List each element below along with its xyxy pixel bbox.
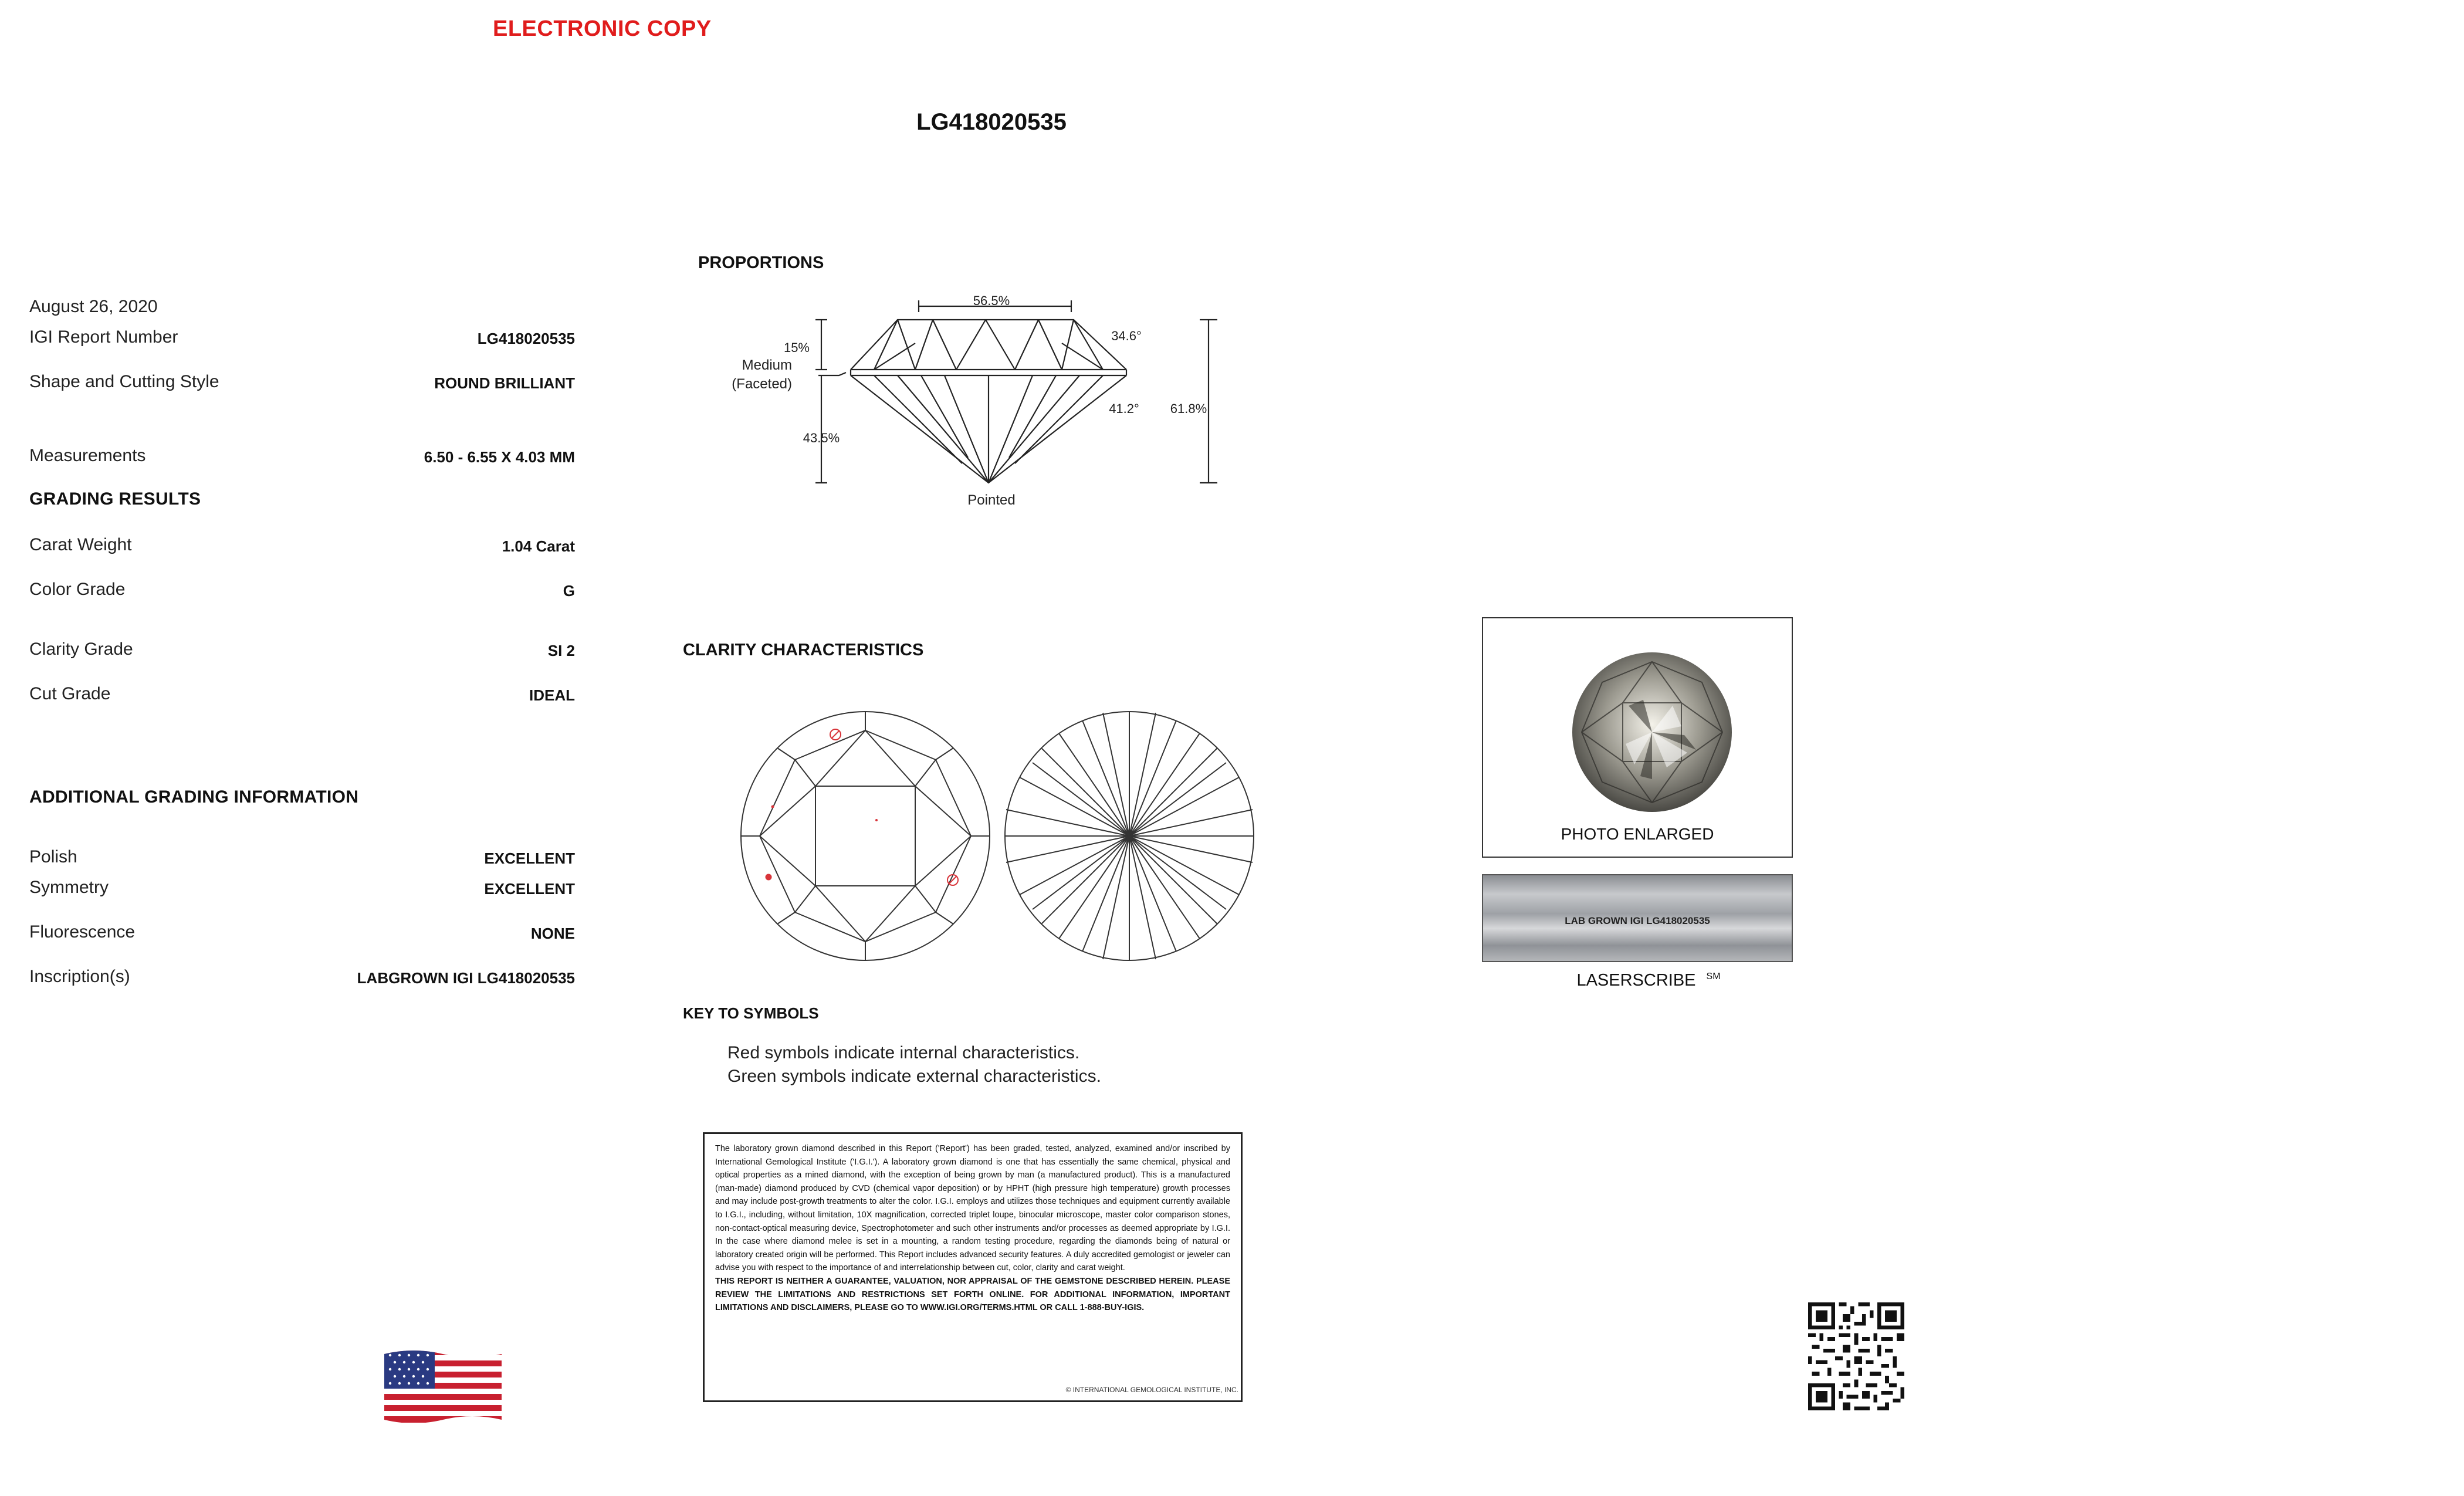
clarity-value: SI 2 <box>547 642 575 659</box>
clarity-plot-diagram <box>739 704 1267 974</box>
electronic-copy-label: ELECTRONIC COPY <box>493 16 712 41</box>
crown-height: 15% <box>783 340 810 355</box>
laserscribe-label: LASERSCRIBE <box>1576 971 1696 990</box>
girdle-note: (Faceted) <box>732 376 792 392</box>
fluorescence-label: Fluorescence <box>29 922 136 942</box>
pavilion-angle: 41.2° <box>1109 401 1139 416</box>
pavilion-view <box>1005 712 1254 960</box>
laserscribe-caption <box>1561 971 1737 990</box>
additional-info-heading: ADDITIONAL GRADING INFORMATION <box>29 787 359 807</box>
polish-row <box>29 847 575 871</box>
color-value: G <box>563 582 575 600</box>
report-number-label: IGI Report Number <box>29 327 178 347</box>
laser-inscription-text: LAB GROWN IGI LG418020535 <box>1565 915 1710 926</box>
carat-label: Carat Weight <box>29 535 132 554</box>
measurements-row <box>29 446 575 469</box>
symmetry-row <box>29 878 575 901</box>
report-number-row <box>29 327 575 351</box>
polish-value: EXCELLENT <box>484 849 575 867</box>
cut-value: IDEAL <box>529 686 575 704</box>
measurements-label: Measurements <box>29 446 146 465</box>
report-date: August 26, 2020 <box>29 297 158 316</box>
disclaimer-body: The laboratory grown diamond described in this Report ('Report') has been graded, tested, analyzed, examined and/or inscribed by International Gemological Institute ('I.G.I.'). A laboratory grown diamond is one that has essentially the same chemical, physical and optical properties as a mined diamond, with the exception of being grown by man (a manufactured product). This is a manufactured (man-made) diamond produced by CVD (chemical vapor deposition) or by HPHT (high pressure high temperature) growth processes and may include post-growth treatments to alter the color. I.G.I. employs and utilizes those techniques and equipment currently available to I.G.I., including, without limitation, 10X magnification, corrected triplet loupe, binocular microscope, master color comparison stones, non-contact-optical measuring device, Spectrophotometer and such other instruments and/or processes as deemed appropriate by I.G.I. In the case where diamond melee is set in a mounting, a random testing procedure, regarding the diamonds being of natural or laboratory created origin will be performed. This Report includes advanced security features. A duly accredited gemologist or jeweler can advise you with respect to the importance of and interrelationship between cut, color, clarity and carat weight. <box>715 1144 1230 1273</box>
clarity-label: Clarity Grade <box>29 639 133 659</box>
polish-label: Polish <box>29 847 77 867</box>
carat-row <box>29 535 575 559</box>
service-mark: SM <box>1706 972 1721 982</box>
shape-row <box>29 372 575 395</box>
cut-row <box>29 684 575 708</box>
inscription-row <box>29 967 575 990</box>
inscription-label: Inscription(s) <box>29 967 130 986</box>
color-row <box>29 580 575 603</box>
key-red-text: Red symbols indicate internal characteristics. <box>727 1043 1080 1062</box>
measurements-value: 6.50 - 6.55 X 4.03 MM <box>424 448 575 466</box>
copyright-text: © INTERNATIONAL GEMOLOGICAL INSTITUTE, INC. <box>1065 1386 1238 1395</box>
report-number-heading: LG418020535 <box>916 109 1067 135</box>
grading-results-heading: GRADING RESULTS <box>29 489 201 509</box>
shape-label: Shape and Cutting Style <box>29 372 219 391</box>
crown-view <box>741 712 990 960</box>
crown-angle: 34.6° <box>1111 329 1142 343</box>
pavilion-depth: 43.5% <box>803 431 840 445</box>
total-depth: 61.8% <box>1170 401 1207 416</box>
proportions-heading: PROPORTIONS <box>698 253 824 272</box>
key-green-text: Green symbols indicate external characteristics. <box>727 1067 1101 1086</box>
symmetry-label: Symmetry <box>29 878 109 897</box>
key-to-symbols-heading: KEY TO SYMBOLS <box>683 1004 819 1022</box>
shape-value: ROUND BRILLIANT <box>434 374 575 392</box>
photo-enlarged-caption: PHOTO ENLARGED <box>1561 825 1714 843</box>
culet-label: Pointed <box>967 492 1016 508</box>
fluorescence-row <box>29 922 575 946</box>
color-label: Color Grade <box>29 580 126 599</box>
proportions-diagram <box>722 287 1250 522</box>
inscription-value: LABGROWN IGI LG418020535 <box>357 969 575 987</box>
girdle-label: Medium <box>742 357 792 373</box>
diamond-photo <box>1570 650 1734 814</box>
cut-label: Cut Grade <box>29 684 111 703</box>
qr-code-icon[interactable] <box>1808 1302 1904 1410</box>
carat-value: 1.04 Carat <box>502 537 575 555</box>
disclaimer-notice: THIS REPORT IS NEITHER A GUARANTEE, VALUATION, NOR APPRAISAL OF THE GEMSTONE DESCRIBED HEREIN. PLEASE REVIEW THE LIMITATIONS AND RESTRICTIONS SET FORTH ONLINE. FOR ADDITIONAL INFORMATION, IMPORTANT LIMITATIONS AND DISCLAIMERS, PLEASE GO TO WWW.IGI.ORG/TERMS.HTML OR CALL 1-888-BUY-IGIS. <box>715 1276 1230 1313</box>
fluorescence-value: NONE <box>530 925 575 942</box>
symmetry-value: EXCELLENT <box>484 880 575 898</box>
us-flag-icon <box>384 1349 502 1423</box>
table-percent: 56.5% <box>973 293 1010 308</box>
disclaimer-box <box>703 1132 1243 1402</box>
report-number-value: LG418020535 <box>477 330 575 347</box>
clarity-row <box>29 639 575 663</box>
clarity-heading: CLARITY CHARACTERISTICS <box>683 641 924 659</box>
